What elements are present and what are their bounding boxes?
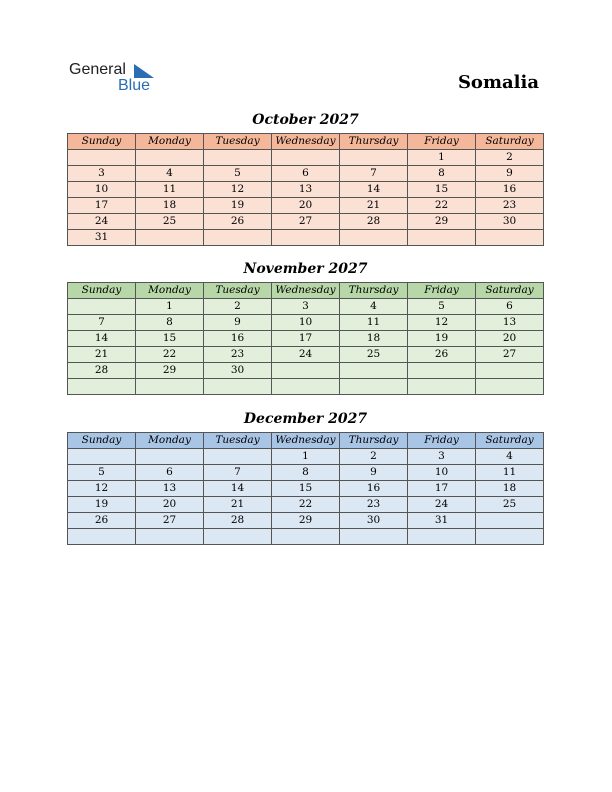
day-cell	[136, 379, 204, 395]
day-cell	[136, 449, 204, 465]
week-row	[68, 465, 544, 481]
day-cell: 27	[272, 214, 340, 230]
day-cell	[476, 529, 544, 545]
weekday-header: Tuesday	[204, 433, 272, 449]
day-cell	[272, 379, 340, 395]
day-cell	[68, 299, 136, 315]
month-title-october: October 2027	[252, 112, 359, 128]
day-cell: 17	[68, 198, 136, 214]
day-cell: 2	[476, 150, 544, 166]
day-cell: 9	[340, 465, 408, 481]
day-cell: 1	[272, 449, 340, 465]
day-cell: 1	[408, 150, 476, 166]
day-cell	[272, 230, 340, 246]
day-cell: 12	[68, 481, 136, 497]
day-cell: 27	[476, 347, 544, 363]
day-cell: 24	[68, 214, 136, 230]
country-title: Somalia	[457, 72, 539, 93]
day-cell: 10	[272, 315, 340, 331]
day-cell: 25	[476, 497, 544, 513]
day-cell: 31	[408, 513, 476, 529]
day-cell: 26	[68, 513, 136, 529]
day-cell	[476, 363, 544, 379]
week-row	[68, 379, 544, 395]
day-cell: 14	[204, 481, 272, 497]
weekday-header: Saturday	[476, 433, 544, 449]
day-cell: 18	[136, 198, 204, 214]
weekday-header: Saturday	[476, 283, 544, 299]
day-cell: 16	[476, 182, 544, 198]
day-cell: 22	[136, 347, 204, 363]
day-cell: 15	[272, 481, 340, 497]
day-cell: 29	[136, 363, 204, 379]
day-cell	[340, 379, 408, 395]
week-row	[68, 497, 544, 513]
day-cell	[476, 379, 544, 395]
calendar-october	[67, 133, 544, 246]
week-row	[68, 150, 544, 166]
day-cell: 30	[340, 513, 408, 529]
day-cell: 27	[136, 513, 204, 529]
weekday-header-row	[68, 433, 544, 449]
week-row	[68, 230, 544, 246]
weekday-header: Wednesday	[272, 283, 340, 299]
day-cell: 31	[68, 230, 136, 246]
day-cell	[340, 363, 408, 379]
day-cell: 20	[476, 331, 544, 347]
week-row	[68, 331, 544, 347]
weekday-header: Friday	[408, 283, 476, 299]
day-cell: 11	[136, 182, 204, 198]
day-cell: 19	[408, 331, 476, 347]
day-cell: 28	[68, 363, 136, 379]
day-cell	[476, 513, 544, 529]
day-cell: 9	[204, 315, 272, 331]
month-title-november: November 2027	[243, 261, 368, 277]
weekday-header: Thursday	[340, 433, 408, 449]
month-title-december: December 2027	[243, 411, 368, 427]
day-cell: 26	[408, 347, 476, 363]
day-cell: 20	[272, 198, 340, 214]
day-cell	[204, 230, 272, 246]
day-cell	[476, 230, 544, 246]
week-row	[68, 299, 544, 315]
day-cell	[408, 529, 476, 545]
day-cell: 23	[476, 198, 544, 214]
day-cell: 17	[408, 481, 476, 497]
day-cell: 8	[408, 166, 476, 182]
weekday-header: Thursday	[340, 283, 408, 299]
day-cell: 8	[136, 315, 204, 331]
day-cell: 11	[340, 315, 408, 331]
day-cell: 6	[136, 465, 204, 481]
day-cell: 18	[476, 481, 544, 497]
weekday-header-row	[68, 283, 544, 299]
day-cell: 10	[68, 182, 136, 198]
weekday-header: Thursday	[340, 134, 408, 150]
day-cell: 28	[340, 214, 408, 230]
day-cell	[408, 363, 476, 379]
day-cell: 7	[204, 465, 272, 481]
week-row	[68, 166, 544, 182]
day-cell: 3	[272, 299, 340, 315]
calendar-december	[67, 432, 544, 545]
week-row	[68, 198, 544, 214]
day-cell: 13	[136, 481, 204, 497]
day-cell: 24	[408, 497, 476, 513]
weekday-header: Monday	[136, 134, 204, 150]
day-cell	[340, 230, 408, 246]
day-cell: 28	[204, 513, 272, 529]
day-cell: 29	[408, 214, 476, 230]
day-cell	[136, 150, 204, 166]
week-row	[68, 182, 544, 198]
day-cell	[408, 379, 476, 395]
day-cell: 18	[340, 331, 408, 347]
day-cell: 8	[272, 465, 340, 481]
day-cell: 5	[408, 299, 476, 315]
week-row	[68, 363, 544, 379]
day-cell	[68, 449, 136, 465]
week-row	[68, 513, 544, 529]
day-cell: 11	[476, 465, 544, 481]
day-cell: 15	[408, 182, 476, 198]
day-cell: 26	[204, 214, 272, 230]
day-cell: 13	[476, 315, 544, 331]
day-cell: 2	[340, 449, 408, 465]
calendar-november	[67, 282, 544, 395]
weekday-header: Friday	[408, 134, 476, 150]
day-cell: 7	[68, 315, 136, 331]
day-cell: 30	[204, 363, 272, 379]
day-cell	[204, 449, 272, 465]
day-cell	[68, 529, 136, 545]
day-cell: 9	[476, 166, 544, 182]
week-row	[68, 347, 544, 363]
day-cell	[272, 363, 340, 379]
logo-blue-text: Blue	[118, 77, 151, 94]
logo	[69, 61, 169, 97]
day-cell: 25	[136, 214, 204, 230]
day-cell: 12	[408, 315, 476, 331]
day-cell: 6	[476, 299, 544, 315]
day-cell	[68, 150, 136, 166]
weekday-header: Monday	[136, 283, 204, 299]
day-cell	[340, 150, 408, 166]
weekday-header: Wednesday	[272, 134, 340, 150]
day-cell: 29	[272, 513, 340, 529]
day-cell: 10	[408, 465, 476, 481]
day-cell: 23	[204, 347, 272, 363]
day-cell: 1	[136, 299, 204, 315]
weekday-header: Monday	[136, 433, 204, 449]
weekday-header: Saturday	[476, 134, 544, 150]
day-cell	[204, 379, 272, 395]
day-cell: 21	[68, 347, 136, 363]
day-cell: 4	[476, 449, 544, 465]
day-cell: 16	[340, 481, 408, 497]
day-cell: 3	[408, 449, 476, 465]
day-cell: 30	[476, 214, 544, 230]
weekday-header: Sunday	[68, 134, 136, 150]
week-row	[68, 529, 544, 545]
day-cell: 4	[340, 299, 408, 315]
day-cell: 19	[68, 497, 136, 513]
weekday-header: Wednesday	[272, 433, 340, 449]
day-cell: 19	[204, 198, 272, 214]
day-cell: 20	[136, 497, 204, 513]
weekday-header: Tuesday	[204, 283, 272, 299]
day-cell: 23	[340, 497, 408, 513]
day-cell	[136, 230, 204, 246]
weekday-header: Sunday	[68, 283, 136, 299]
day-cell: 2	[204, 299, 272, 315]
day-cell: 15	[136, 331, 204, 347]
logo-triangle-icon	[134, 64, 154, 78]
weekday-header: Friday	[408, 433, 476, 449]
weekday-header: Sunday	[68, 433, 136, 449]
day-cell: 5	[204, 166, 272, 182]
week-row	[68, 214, 544, 230]
day-cell: 17	[272, 331, 340, 347]
weekday-header: Tuesday	[204, 134, 272, 150]
day-cell	[68, 379, 136, 395]
day-cell: 14	[340, 182, 408, 198]
week-row	[68, 315, 544, 331]
day-cell: 6	[272, 166, 340, 182]
day-cell: 22	[272, 497, 340, 513]
day-cell: 24	[272, 347, 340, 363]
day-cell	[340, 529, 408, 545]
day-cell: 3	[68, 166, 136, 182]
day-cell	[204, 529, 272, 545]
day-cell: 4	[136, 166, 204, 182]
week-row	[68, 481, 544, 497]
day-cell	[408, 230, 476, 246]
day-cell: 12	[204, 182, 272, 198]
day-cell: 22	[408, 198, 476, 214]
logo-general-text: General	[69, 61, 126, 78]
day-cell	[204, 150, 272, 166]
day-cell: 21	[340, 198, 408, 214]
day-cell: 21	[204, 497, 272, 513]
weekday-header-row	[68, 134, 544, 150]
day-cell: 5	[68, 465, 136, 481]
day-cell	[272, 150, 340, 166]
week-row	[68, 449, 544, 465]
day-cell: 25	[340, 347, 408, 363]
day-cell: 16	[204, 331, 272, 347]
day-cell	[136, 529, 204, 545]
day-cell: 14	[68, 331, 136, 347]
day-cell	[272, 529, 340, 545]
day-cell: 13	[272, 182, 340, 198]
day-cell: 7	[340, 166, 408, 182]
